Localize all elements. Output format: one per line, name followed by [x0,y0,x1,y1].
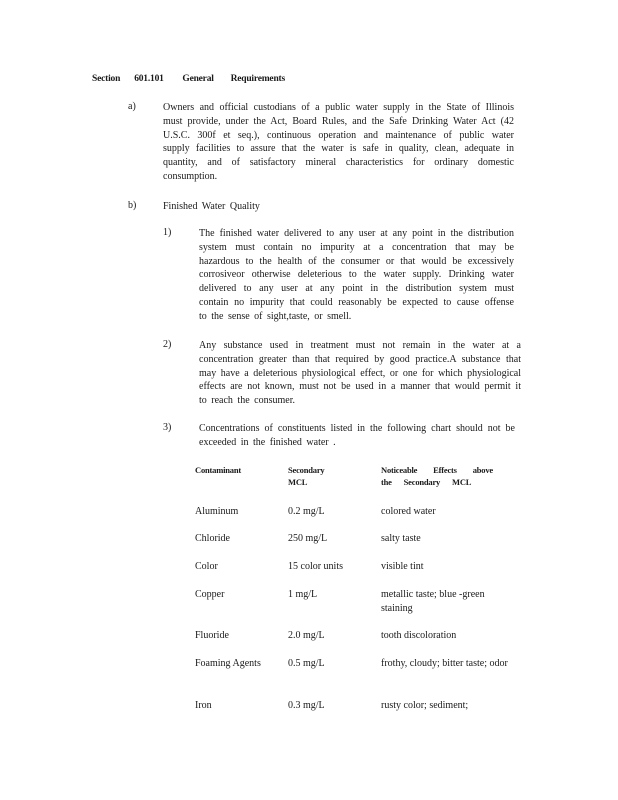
table-row-mcl: 0.2 mg/L [288,506,325,517]
item-2-marker: 2) [163,339,172,350]
item-1-text: The finished water delivered to any user at any point in the distribution system must contain no impurity at a concentration that may be hazardous to the health of the consumer or that would be excessively corrosiveor otherwise deleterious to the water supply. Drinking water delivered to any user at any point in the distribution system must contain no impurity that could reasonably be expected to cause offense to the sense of sight,taste, or smell. [199,228,514,322]
subsection-b-marker: b) [128,200,137,211]
table-row-mcl: 2.0 mg/L [288,630,325,641]
table-row-contaminant: Iron [195,700,212,711]
item-3-marker: 3) [163,422,172,433]
section-title-general: General [182,74,214,84]
subsection-b-title: Finished Water Quality [163,201,260,212]
table-row-effect: colored water [381,506,436,517]
table-row-contaminant: Chloride [195,533,230,544]
table-header-contaminant: Contaminant [195,465,241,475]
table-row-contaminant: Copper [195,589,225,600]
section-title-requirements: Requirements [230,74,285,84]
table-row-effect: visible tint [381,561,424,572]
section-heading [92,74,285,84]
table-row-mcl: 250 mg/L [288,533,328,544]
table-row-effect: metallic taste; blue -green staining [381,589,485,614]
table-header-effects-line1: Noticeable Effects above [381,465,493,475]
table-row-effect: frothy, cloudy; bitter taste; odor [381,658,508,669]
table-row-contaminant: Foaming Agents [195,658,261,669]
table-row-mcl: 0.3 mg/L [288,700,325,711]
item-1-marker: 1) [163,227,172,238]
table-header-mcl-line1: Secondary [288,465,325,475]
table-row-effect: salty taste [381,533,421,544]
table-row-contaminant: Color [195,561,218,572]
table-row-contaminant: Fluoride [195,630,229,641]
table-header-effects [381,464,501,488]
table-row-effect: tooth discoloration [381,630,457,641]
table-row-mcl: 0.5 mg/L [288,658,325,669]
table-row-mcl: 15 color units [288,561,343,572]
table-header-mcl-line2: MCL [288,477,308,487]
subsection-a-text: Owners and official custodians of a public water supply in the State of Illinois must provide, under the Act, Board Rules, and the Safe Drinking Water Act (42 U.S.C. 300f et seq.), continuous operation and maintenance of public water supply facilities to assure that the water is safe in quality, clean, adequate in quantity, and of satisfactory mineral characteristics for ordinary domestic consumption. [163,102,514,182]
table-header-secondary-mcl [288,464,324,488]
table-row-mcl: 1 mg/L [288,589,318,600]
subsection-a-marker: a) [128,101,136,112]
item-3-text: Concentrations of constituents listed in the following chart should not be exceeded in the finished water . [199,423,515,448]
table-row-contaminant: Aluminum [195,506,239,517]
section-number: 601.101 [134,74,164,84]
table-row-effect: rusty color; sediment; [381,700,469,711]
item-2-text: Any substance used in treatment must not remain in the water at a concentration greater than that required by good practice.A substance that may have a deleterious physiological effect, or one for which physiological effects are not known, must not be used in a manner that would permit it to reach the consumer. [199,340,521,407]
table-header-effects-line2: the Secondary MCL [381,477,472,487]
section-label: Section [92,74,121,84]
